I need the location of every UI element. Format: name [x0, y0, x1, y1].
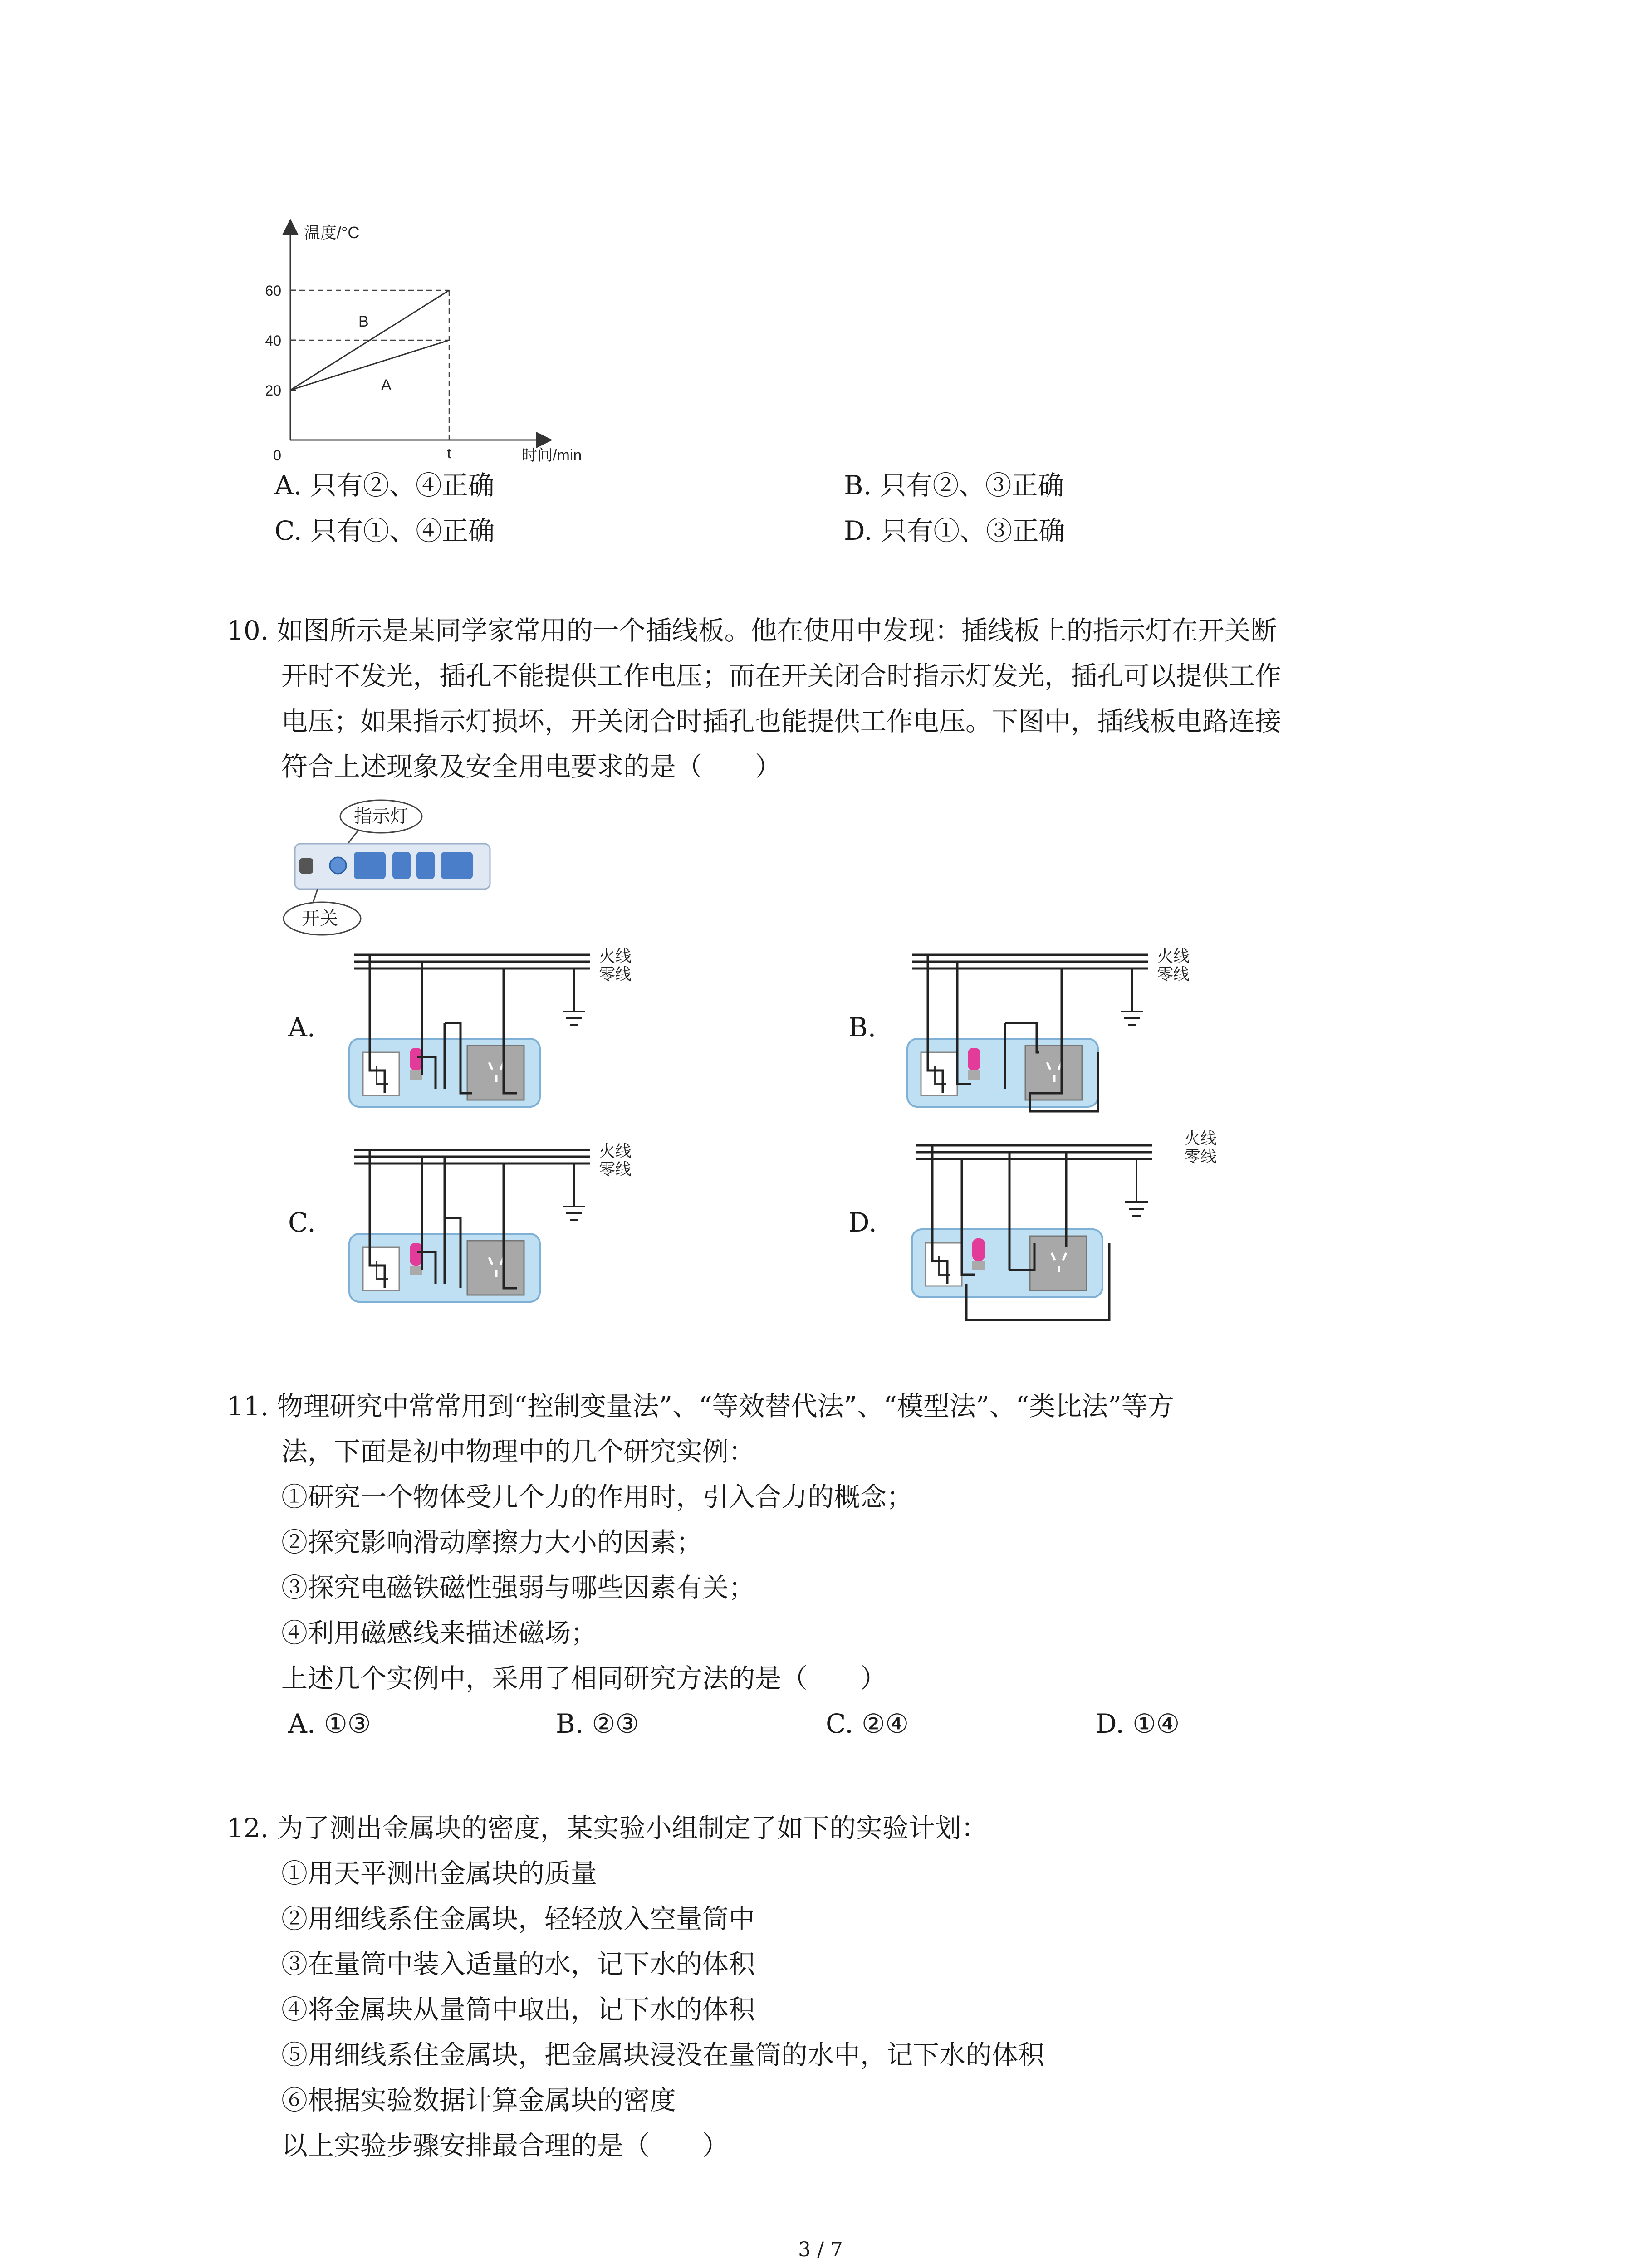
q12-question: 以上实验步骤安排最合理的是（ ）: [281, 2130, 729, 2161]
callout-lamp-label: 指示灯: [354, 807, 408, 826]
series-label-a: A: [381, 376, 392, 394]
q10-stem-line-4: 符合上述现象及安全用电要求的是（ ）: [281, 751, 782, 782]
neutral-wire-label-a: 零线: [599, 965, 632, 983]
temperature-time-chart: [236, 209, 608, 463]
ground-symbol: [1125, 1159, 1148, 1216]
ground-symbol: [563, 1163, 585, 1220]
q9-option-c[interactable]: C. 只有①、④正确: [274, 515, 495, 546]
q12-step-5: ⑤用细线系住金属块，把金属块浸没在量筒的水中，记下水的体积: [281, 2039, 1045, 2070]
ground-symbol: [563, 968, 585, 1025]
live-wire-label-b: 火线: [1157, 947, 1190, 965]
q11-item-4: ④利用磁感线来描述磁场；: [281, 1618, 598, 1648]
socket: [467, 1046, 524, 1100]
y-tick-label: 60: [265, 283, 281, 299]
q9-option-d[interactable]: D. 只有①、③正确: [844, 515, 1065, 546]
q11-option-a[interactable]: A. ①③: [288, 1708, 371, 1739]
q12-step-4: ④将金属块从量筒中取出，记下水的体积: [281, 1994, 755, 2025]
lamp-base: [972, 1261, 985, 1270]
y-tick-label: 40: [265, 332, 281, 349]
q12-step-3: ③在量筒中装入适量的水，记下水的体积: [281, 1949, 755, 1980]
lamp-base: [410, 1070, 422, 1080]
neutral-wire-label-b: 零线: [1157, 965, 1190, 983]
series-line-a: [290, 340, 449, 390]
socket: [467, 1241, 524, 1295]
q11-option-b[interactable]: B. ②③: [556, 1708, 639, 1739]
circuit-diagram-d: [903, 1134, 1230, 1325]
series-label-b: B: [358, 313, 369, 330]
q10-option-b-label[interactable]: B.: [848, 1012, 877, 1043]
y-axis-label: 温度/°C: [304, 223, 360, 242]
y-tick-label: 20: [265, 382, 281, 399]
q11-option-d[interactable]: D. ①④: [1096, 1708, 1180, 1739]
y-tick-label: 0: [273, 447, 281, 463]
series-line-b: [290, 290, 449, 390]
x-tick-label: t: [447, 445, 451, 461]
lamp-base: [968, 1070, 980, 1080]
q9-option-b[interactable]: B. 只有②、③正确: [844, 470, 1064, 501]
q11-item-1: ①研究一个物体受几个力的作用时，引入合力的概念；: [281, 1481, 913, 1512]
x-axis-label: 时间/min: [522, 447, 582, 463]
q12-step-6: ⑥根据实验数据计算金属块的密度: [281, 2085, 676, 2116]
live-wire-label-d: 火线: [1184, 1129, 1217, 1148]
socket: [1025, 1046, 1082, 1100]
q10-stem-line-3: 电压；如果指示灯损坏，开关闭合时插孔也能提供工作电压。下图中，插线板电路连接: [281, 706, 1282, 737]
q12-step-2: ②用细线系住金属块，轻轻放入空量筒中: [281, 1903, 755, 1934]
indicator-lamp: [410, 1243, 422, 1266]
indicator-lamp: [968, 1048, 980, 1070]
neutral-wire-label-c: 零线: [599, 1160, 632, 1178]
q10-stem-line-1: 10. 如图所示是某同学家常用的一个插线板。他在使用中发现：插线板上的指示灯在开关断: [227, 615, 1277, 646]
live-wire-label-c: 火线: [599, 1142, 632, 1160]
q10-option-c-label[interactable]: C.: [288, 1207, 316, 1238]
q11-stem-line-2: 法，下面是初中物理中的几个研究实例：: [281, 1436, 755, 1467]
q11-stem-line-1: 11. 物理研究中常常用到“控制变量法”、“等效替代法”、“模型法”、“类比法”等方: [227, 1391, 1174, 1422]
neutral-wire-label-d: 零线: [1184, 1147, 1217, 1166]
page-number: 3 / 7: [798, 2238, 843, 2261]
q11-question: 上述几个实例中，采用了相同研究方法的是（ ）: [281, 1663, 887, 1694]
switch: [363, 1247, 399, 1290]
indicator-lamp: [972, 1238, 985, 1261]
indicator-lamp: [410, 1048, 422, 1070]
q10-option-a-label[interactable]: A.: [288, 1012, 316, 1043]
callout-switch-label: 开关: [302, 909, 338, 929]
q12-step-1: ①用天平测出金属块的质量: [281, 1858, 598, 1889]
q9-option-a[interactable]: A. 只有②、④正确: [274, 470, 495, 501]
switch: [921, 1052, 957, 1095]
q11-item-2: ②探究影响滑动摩擦力大小的因素；: [281, 1527, 703, 1558]
q12-stem-line-1: 12. 为了测出金属块的密度，某实验小组制定了如下的实验计划：: [227, 1813, 988, 1843]
q10-stem-line-2: 开时不发光，插孔不能提供工作电压；而在开关闭合时指示灯发光，插孔可以提供工作: [281, 660, 1282, 691]
lamp-base: [410, 1266, 422, 1275]
q11-option-c[interactable]: C. ②④: [826, 1708, 909, 1739]
q11-item-3: ③探究电磁铁磁性强弱与哪些因素有关；: [281, 1572, 755, 1603]
switch: [363, 1052, 399, 1095]
switch: [926, 1243, 962, 1286]
ground-symbol: [1121, 968, 1143, 1025]
q10-option-d-label[interactable]: D.: [848, 1207, 877, 1238]
live-wire-label-a: 火线: [599, 947, 632, 965]
socket: [1030, 1236, 1087, 1290]
